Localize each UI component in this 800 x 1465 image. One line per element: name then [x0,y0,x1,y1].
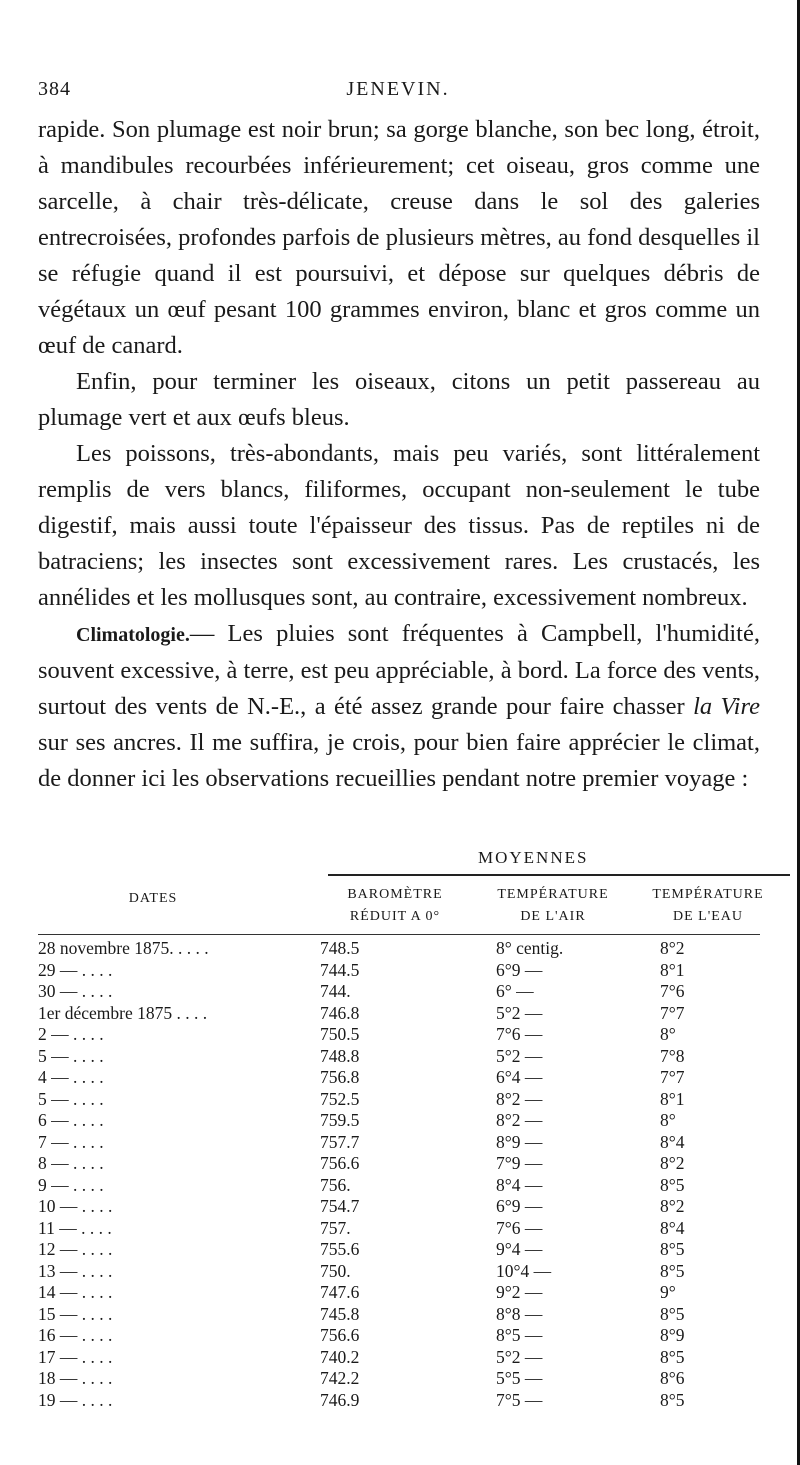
barometre-cell: 744. [320,981,351,1001]
temp-air-cell: 9°2 — [496,1282,543,1302]
body-text [38,112,760,797]
barometre-cell: 757. [320,1217,351,1238]
col-teau-line2: DE L'EAU [672,909,743,924]
temp-air-cell: 8°9 — [496,1131,543,1152]
date-cell: 17 — . . . . [38,1346,113,1367]
temp-air-cell: 8°2 — [496,1088,543,1109]
climatologie-heading: Climatologie. [76,624,190,646]
table-row [38,960,760,982]
climat-text-1: — Les pluies sont fréquentes à Campbell, l'humidité, souvent excessive, à terre, est peu appréciable, à bord. La force des vents, surtout des vents de N.-E., a été assez grande pour faire chasser [38,620,760,720]
temp-eau-cell: 7°7 [660,1002,685,1023]
temp-eau-cell: 8°5 [660,1260,685,1281]
col-dates-label: DATES [128,891,178,906]
table-row [38,1003,760,1025]
date-cell: 28 novembre 1875. . . . . [38,938,209,958]
barometre-cell: 748.8 [320,1045,360,1066]
barometre-cell: 755.6 [320,1239,360,1259]
date-cell: 8 — . . . . [38,1153,104,1173]
date-cell: 19 — . . . . [38,1389,113,1410]
barometre-cell: 757.7 [320,1131,360,1152]
barometre-cell: 752.5 [320,1088,360,1109]
temp-eau-cell: 9° [660,1282,676,1302]
temp-air-cell: 5°5 — [496,1368,543,1388]
paragraph-climatologie [38,616,760,797]
table-row [38,1261,760,1283]
table-row [38,1239,760,1261]
date-cell: 10 — . . . . [38,1196,113,1216]
table-row [38,1347,760,1369]
temp-air-cell: 6°9 — [496,959,543,980]
table-row [38,1390,760,1412]
temp-air-cell: 10°4 — [496,1260,552,1281]
temp-air-cell: 5°2 — [496,1002,543,1023]
table-row [38,1153,760,1175]
date-cell: 12 — . . . . [38,1239,113,1259]
paragraph-3: Les poissons, très-abondants, mais peu variés, sont littéralement remplis de vers blancs, filiformes, occupant non-seulement le tube digestif, mais aussi toute l'épaisseur des tissus. Pas de reptiles ni de batraciens; les insectes sont excessivement rares. Les crustacés, les annélides et les mollusques sont, au contraire, excessivement nombreux. [38,440,760,611]
temp-eau-cell: 8°1 [660,1088,685,1109]
barometre-cell: 744.5 [320,959,360,980]
climat-text-2: sur ses ancres. Il me suffira, je crois, pour bien faire apprécier le climat, de donner ici les observations recueillies pendant notre premier voyage : [38,729,760,792]
temp-air-cell: 5°2 — [496,1346,543,1367]
paragraph-1: rapide. Son plumage est noir brun; sa gorge blanche, son bec long, étroit, à mandibules recourbées inférieurement; cet oiseau, gros comme une sarcelle, à chair très-délicate, creuse dans le sol des galeries entrecroisées, profondes parfois de plusieurs mètres, au fond desquelles il se réfugie quand il est poursuivi, et dépose sur quelques débris de végétaux un œuf pesant 100 grammes environ, blanc et gros comme un œuf de canard. [38,116,760,359]
date-cell: 29 — . . . . [38,959,113,980]
date-cell: 2 — . . . . [38,1024,104,1044]
table-row [38,1304,760,1326]
temp-eau-cell: 8°2 [660,1196,685,1216]
col-header-dates [38,888,268,910]
col-baro-line2: RÉDUIT A 0° [349,909,441,924]
date-cell: 5 — . . . . [38,1088,104,1109]
barometre-cell: 759.5 [320,1110,360,1130]
date-cell: 6 — . . . . [38,1110,104,1130]
page-number: 384 [38,78,71,100]
moyennes-heading: MOYENNES [478,848,589,867]
table-row [38,1218,760,1240]
temp-air-cell: 8°8 — [496,1303,543,1324]
date-cell: 14 — . . . . [38,1282,113,1302]
temp-air-cell: 6° — [496,981,534,1001]
temp-eau-cell: 8° [660,1110,676,1130]
table-row [38,1024,760,1046]
temp-eau-cell: 8° [660,1024,676,1044]
temp-eau-cell: 8°5 [660,1389,685,1410]
temp-eau-cell: 7°6 [660,981,685,1001]
page-header [38,78,758,108]
table-row [38,1282,760,1304]
table-row [38,1368,760,1390]
temp-air-cell: 6°4 — [496,1067,543,1087]
moyennes-rule [328,874,790,876]
date-cell: 18 — . . . . [38,1368,113,1388]
date-cell: 5 — . . . . [38,1045,104,1066]
table-row [38,981,760,1003]
temp-air-cell: 9°4 — [496,1239,543,1259]
col-teau-line1: TEMPÉRATURE [652,887,764,902]
temp-eau-cell: 8°2 [660,938,685,958]
barometre-cell: 746.9 [320,1389,360,1410]
table-row [38,1089,760,1111]
temp-eau-cell: 8°4 [660,1217,685,1238]
temp-air-cell: 8°2 — [496,1110,543,1130]
temp-eau-cell: 8°5 [660,1174,685,1195]
header-rule [38,934,760,935]
temp-eau-cell: 7°8 [660,1045,685,1066]
temp-eau-cell: 8°5 [660,1346,685,1367]
barometre-cell: 750. [320,1260,351,1281]
date-cell: 13 — . . . . [38,1260,113,1281]
temp-eau-cell: 8°4 [660,1131,685,1152]
table-row [38,1132,760,1154]
barometre-cell: 750.5 [320,1024,360,1044]
barometre-cell: 756.8 [320,1067,360,1087]
barometre-cell: 756.6 [320,1153,360,1173]
barometre-cell: 754.7 [320,1196,360,1216]
temp-air-cell: 7°9 — [496,1153,543,1173]
barometre-cell: 748.5 [320,938,360,958]
table-row [38,1325,760,1347]
table-row [38,938,760,960]
paragraph-2: Enfin, pour terminer les oiseaux, citons un petit passereau au plumage vert et aux œufs bleus. [38,368,760,431]
temp-air-cell: 7°5 — [496,1389,543,1410]
table-row [38,1196,760,1218]
date-cell: 7 — . . . . [38,1131,104,1152]
temp-eau-cell: 8°1 [660,959,685,980]
temp-eau-cell: 8°5 [660,1303,685,1324]
temp-eau-cell: 8°5 [660,1239,685,1259]
col-tair-line2: DE L'AIR [520,909,586,924]
date-cell: 4 — . . . . [38,1067,104,1087]
barometre-cell: 742.2 [320,1368,360,1388]
col-baro-line1: BAROMÈTRE [347,887,443,902]
table-row [38,1110,760,1132]
barometre-cell: 745.8 [320,1303,360,1324]
temp-air-cell: 7°6 — [496,1024,543,1044]
col-tair-line1: TEMPÉRATURE [497,887,609,902]
table-row [38,1175,760,1197]
barometre-cell: 740.2 [320,1346,360,1367]
ship-name: la Vire [693,693,760,720]
temp-eau-cell: 8°9 [660,1325,685,1345]
col-header-temp-air [463,884,643,928]
date-cell: 30 — . . . . [38,981,113,1001]
date-cell: 1er décembre 1875 . . . . [38,1002,208,1023]
temp-air-cell: 8°5 — [496,1325,543,1345]
table-body [38,938,760,1411]
table-row [38,1046,760,1068]
table-row [38,1067,760,1089]
barometre-cell: 746.8 [320,1002,360,1023]
running-head: JENEVIN. [346,78,450,100]
date-cell: 16 — . . . . [38,1325,113,1345]
temp-eau-cell: 8°2 [660,1153,685,1173]
temp-eau-cell: 7°7 [660,1067,685,1087]
date-cell: 11 — . . . . [38,1217,112,1238]
col-header-temp-eau [618,884,798,928]
barometre-cell: 756. [320,1174,351,1195]
date-cell: 15 — . . . . [38,1303,113,1324]
temp-air-cell: 5°2 — [496,1045,543,1066]
temp-air-cell: 8° centig. [496,938,564,958]
date-cell: 9 — . . . . [38,1174,104,1195]
temp-air-cell: 8°4 — [496,1174,543,1195]
col-header-barometre [310,884,480,928]
temp-air-cell: 7°6 — [496,1217,543,1238]
temp-eau-cell: 8°6 [660,1368,685,1388]
barometre-cell: 756.6 [320,1325,360,1345]
temp-air-cell: 6°9 — [496,1196,543,1216]
barometre-cell: 747.6 [320,1282,360,1302]
